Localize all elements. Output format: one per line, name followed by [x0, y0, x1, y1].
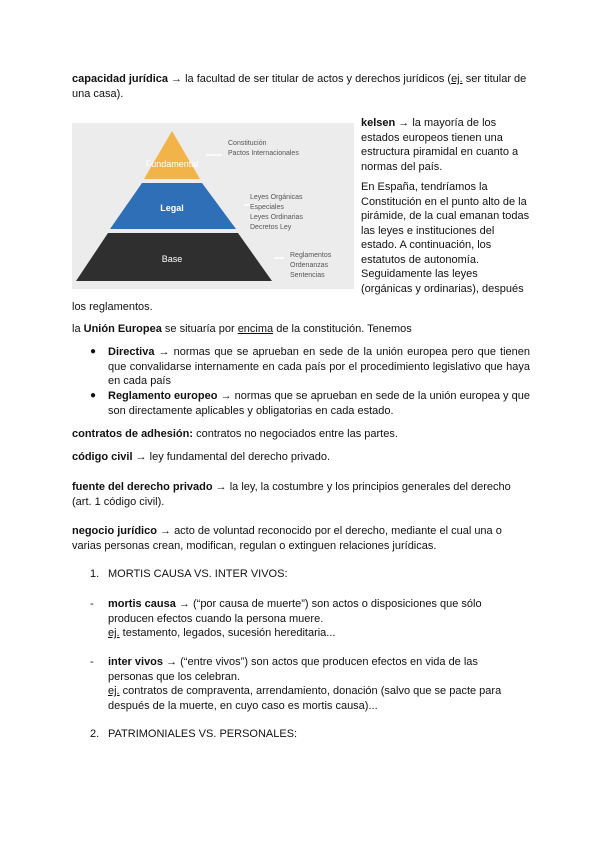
pyramid-level-fundamental: [144, 131, 200, 179]
inter-vivos-item: - inter vivos → (“entre vivos”) son actos que producen efectos en vida de las personas que los celebran. ej. contratos de compraventa, arrendamiento, donación (salvo que se pacte para después de la muerte, en cuyo caso es mortis causa)...: [90, 656, 502, 712]
figure-label: Leyes Orgánicas: [250, 194, 303, 201]
kelsen-definition: kelsen → la mayoría de los estados europeos tienen una estructura piramidal en cuanto a normas del país.: [361, 117, 519, 173]
mortis-causa-item: - mortis causa → (“por causa de muerte”) son actos o disposiciones que sólo producen efectos cuando la persona muere. ej. testamento, legados, sucesión hereditaria...: [90, 598, 482, 639]
definition-fuente: fuente del derecho privado → la ley, la costumbre y los principios generales del derecho (art. 1 código civil).: [72, 481, 511, 508]
definition-negocio: negocio jurídico → acto de voluntad reconocido por el derecho, mediante el cual una o varias personas crean, modifican, regulan o extinguen relaciones jurídicas.: [72, 525, 502, 552]
union-europea-paragraph: la Unión Europea se situaría por encima de la constitución. Tenemos: [72, 323, 412, 335]
figure-label: Leyes Ordinarias: [250, 214, 303, 221]
kelsen-section: [361, 116, 532, 302]
level-label: Fundamental: [145, 159, 199, 169]
level-label: Legal: [160, 203, 184, 213]
pyramid-diagram: [72, 123, 354, 289]
document-page: capacidad jurídica → la facultad de ser titular de actos y derechos jurídicos (ej. ser titular de una casa). Fundamental Legal Base Constitución Pactos Internacionales Leyes Orgánicas Especiales Leyes Ordinarias Decretos Ley Reglamentos Ordenanzas Sentencias kelsen → la mayoría de los estados europeos tienen una estructura piramidal en cuanto a normas del país. En España, tendríamos la Constitución en el punto alto de la pirámide, de la cual emanan todas las leyes e instituciones del estado. A continuación, los estatutos de autonomía. Seguidamente las leyes (orgánicas y ordinarias), después los reglamentos. la Unión Europea se situaría por encima de la constitución. Tenemos ● Directiva → normas que se aprueban en sede de la unión europea pero que tienen que convalidarse internamente en cada país por el procedimiento legislativo que haya en cada país ● Reglamento europeo → normas que se aprueban en sede de la unión europea y que son directamente aplicables y obligatorias en cada estado. contratos de adhesión: contratos no negociados entre las partes. código civil → ley fundamental del derecho privado. fuente del derecho privado → la ley, la costumbre y los principios generales del derecho (art. 1 código civil). negocio jurídico → acto de voluntad reconocido por el derecho, mediante el cual una o varias personas crean, modifican, regulan o extinguen relaciones jurídicas. 1. MORTIS CAUSA VS. INTER VIVOS: - mortis causa → (“por causa de muerte”) son actos o disposiciones que sólo producen efectos cuando la persona muere. ej. testamento, legados, sucesión hereditaria... - inter vivos → (“entre vivos”) son actos que producen efectos en vida de las personas que los celebran. ej. contratos de compraventa, arrendamiento, donación (salvo que se pacte para después de la muerte, en cuyo caso es mortis causa)... 2. PATRIMONIALES VS. PERSONALES:: [72, 73, 531, 740]
kelsen-spain-paragraph: En España, tendríamos la Constitución en el punto alto de la pirámide, de la cual emanan todas las leyes e instituciones del estado. A continuación, los estatutos de autonomía. Seguidamente las leyes (orgánicas y ordinarias), después: [361, 181, 530, 295]
term: capacidad jurídica: [72, 73, 168, 85]
level-label: Base: [161, 254, 183, 264]
bullet-icon: ●: [90, 390, 97, 401]
bullet-reglamento: ● Reglamento europeo → normas que se aprueban en sede de la unión europea y que son directamente aplicables y obligatorias en cada estado.: [90, 390, 531, 417]
definition-adhesion: contratos de adhesión: contratos no negociados entre las partes.: [72, 428, 398, 440]
figure-label: Decretos Ley: [250, 224, 292, 231]
definition-capacidad: capacidad jurídica → la facultad de ser titular de actos y derechos jurídicos (ej. ser titular de una casa).: [72, 73, 527, 100]
figure-label: Pactos Internacionales: [228, 150, 299, 157]
bullet-icon: ●: [90, 346, 97, 357]
figure-label: Especiales: [250, 204, 284, 211]
figure-label: Reglamentos: [290, 252, 332, 259]
figure-label: Ordenanzas: [290, 262, 329, 269]
bullet-directiva: ● Directiva → normas que se aprueban en sede de la unión europea pero que tienen que convalidarse internamente en cada país por el procedimiento legislativo que haya en cada país: [90, 346, 530, 387]
definition-codigo-civil: código civil → ley fundamental del derecho privado.: [72, 451, 331, 463]
figure-label: Sentencias: [290, 272, 325, 279]
kelsen-paragraph-end: los reglamentos.: [72, 301, 153, 313]
pyramid-figure: [72, 123, 354, 289]
figure-label: Constitución: [228, 140, 267, 147]
